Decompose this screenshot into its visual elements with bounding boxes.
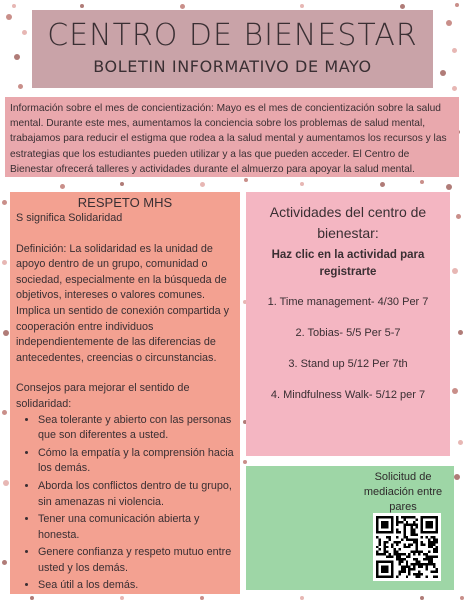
list-item: • Genere confianza y respeto mutuo entre usted y los demás. (38, 545, 234, 576)
list-item: • Sea útil a los demás. (38, 578, 234, 594)
tips-list (38, 413, 234, 595)
letter-meaning: S significa Solidaridad (16, 212, 123, 224)
activity-link-tobias[interactable]: 2. Tobias- 5/5 Per 5-7 (295, 327, 401, 339)
page-title: CENTRO DE BIENESTAR (47, 18, 418, 53)
page-subtitle: BOLETIN INFORMATIVO DE MAYO (93, 57, 372, 76)
list-item: • Sea tolerante y abierto con las personas que son diferentes a usted. (38, 413, 234, 444)
register-instruction: Haz clic en la actividad para registrarte (271, 249, 425, 278)
definition-text: Definición: La solidaridad es la unidad de apoyo dentro de un grupo, comunidad o sociedad, especialmente en la búsqueda de objetivos, intereses o valores comunes. Implica un sentido de conexión compartida y cooperación entre individuos independientemente de las diferencias de antecedentes, creencias o circunstancias. (16, 242, 230, 364)
peer-mediation-section (246, 466, 454, 590)
activity-link-stand-up[interactable]: 3. Stand up 5/12 Per 7th (288, 358, 408, 370)
newsletter-header (32, 10, 433, 88)
list-item: • Tener una comunicación abierta y honesta. (38, 512, 234, 543)
respect-heading: RESPETO MHS (77, 195, 173, 210)
activity-link-time-management[interactable]: 1. Time management- 4/30 Per 7 (267, 296, 429, 308)
mediation-request-label: Solicitud de mediación entre pares (363, 471, 443, 513)
intro-text: Información sobre el mes de concientización: Mayo es el mes de concientización sobre la salud mental. Durante este mes, aumentamos la conciencia sobre los problemas de salud mental, trabajamos para reducir el estigma que rodea a la salud mental y aumentamos los recursos y las estrategias que los estudiantes pueden utilizar y a las que pueden acceder. El Centro de Bienestar ofrecerá talleres y actividades durante el almuerzo para apoyar la salud mental. (10, 103, 447, 175)
respect-section (10, 192, 240, 594)
activities-heading: Actividades del centro de bienestar: (269, 204, 427, 241)
awareness-month-info (5, 97, 459, 177)
list-item: • Aborda los conflictos dentro de tu grupo, sin amenazas ni violencia. (38, 479, 234, 510)
activities-list (252, 295, 444, 402)
activities-section (246, 192, 450, 456)
list-item: • Cómo la empatía y la comprensión hacia los demás. (38, 446, 234, 477)
tips-intro: Consejos para mejorar el sentido de solidaridad: (16, 382, 190, 410)
qr-code-icon[interactable] (373, 513, 441, 581)
activity-link-mindfulness-walk[interactable]: 4. Mindfulness Walk- 5/12 per 7 (270, 389, 426, 401)
